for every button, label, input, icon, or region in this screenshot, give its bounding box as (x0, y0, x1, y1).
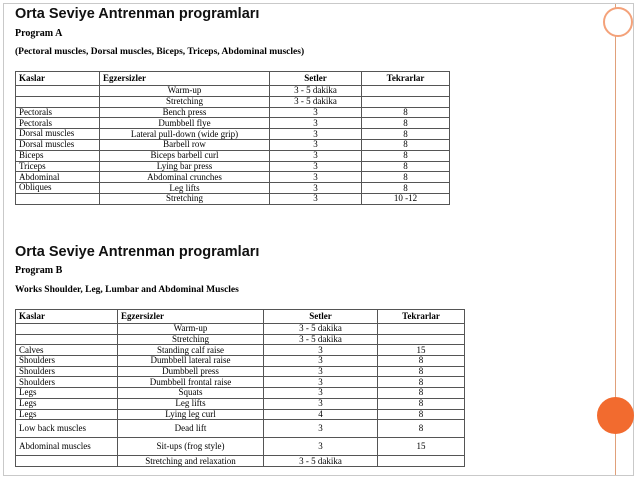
cell-sets: 3 (270, 107, 362, 118)
cell-sets: 3 (270, 193, 362, 204)
cell-muscle (16, 456, 118, 467)
decorative-circle-outline (603, 7, 633, 37)
cell-reps: 8 (378, 366, 465, 377)
cell-exercise: Warm-up (118, 324, 264, 335)
cell-reps: 8 (378, 398, 465, 409)
cell-exercise: Dead lift (118, 420, 264, 438)
cell-reps: 8 (362, 139, 450, 150)
cell-muscle (16, 96, 100, 107)
table-row (16, 438, 465, 456)
cell-muscle: Pectorals (16, 107, 100, 118)
program-b-label: Program B (15, 265, 63, 276)
cell-sets: 3 - 5 dakika (270, 86, 362, 97)
table-row (16, 377, 465, 388)
cell-sets: 3 (264, 345, 378, 356)
table-header-row (16, 72, 450, 86)
cell-muscle: Biceps (16, 150, 100, 161)
table-row (16, 150, 450, 161)
table-row (16, 366, 465, 377)
cell-exercise: Dumbbell frontal raise (118, 377, 264, 388)
section-b-title: Orta Seviye Antrenman programları (15, 244, 260, 260)
cell-reps: 15 (378, 438, 465, 456)
cell-sets: 3 (264, 366, 378, 377)
table-row (16, 456, 465, 467)
header-sets: Setler (264, 310, 378, 324)
decorative-circle-filled (597, 397, 634, 434)
cell-exercise: Dumbbell flye (100, 118, 270, 129)
cell-sets: 3 (270, 161, 362, 172)
table-row (16, 161, 450, 172)
cell-muscle: Pectorals (16, 118, 100, 129)
cell-exercise: Lying bar press (100, 161, 270, 172)
cell-reps: 8 (362, 183, 450, 194)
cell-exercise: Stretching (100, 96, 270, 107)
cell-reps (378, 324, 465, 335)
cell-muscle: Dorsal muscles (16, 129, 100, 140)
cell-reps (362, 86, 450, 97)
section-a-title: Orta Seviye Antrenman programları (15, 6, 260, 22)
cell-reps: 8 (362, 150, 450, 161)
table-row (16, 96, 450, 107)
cell-exercise: Biceps barbell curl (100, 150, 270, 161)
table-row (16, 86, 450, 97)
cell-muscle: Shoulders (16, 366, 118, 377)
cell-muscle: Legs (16, 398, 118, 409)
cell-sets: 3 (270, 139, 362, 150)
header-muscles: Kaslar (16, 72, 100, 86)
program-a-label: Program A (15, 28, 63, 39)
cell-exercise: Standing calf raise (118, 345, 264, 356)
cell-muscle (16, 324, 118, 335)
cell-sets: 3 - 5 dakika (264, 324, 378, 335)
table-row (16, 334, 465, 345)
table-row (16, 118, 450, 129)
program-b-table (15, 309, 465, 467)
cell-muscle (16, 334, 118, 345)
cell-sets: 3 (264, 420, 378, 438)
cell-sets: 3 (270, 183, 362, 194)
cell-reps (378, 334, 465, 345)
cell-muscle: Shoulders (16, 356, 118, 367)
cell-muscle: Triceps (16, 161, 100, 172)
cell-sets: 3 (270, 129, 362, 140)
cell-exercise: Leg lifts (118, 398, 264, 409)
table-row (16, 129, 450, 140)
cell-reps: 8 (362, 107, 450, 118)
cell-reps: 8 (362, 129, 450, 140)
program-a-subtitle: (Pectoral muscles, Dorsal muscles, Biceps, Triceps, Abdominal muscles) (15, 47, 305, 57)
cell-muscle: Legs (16, 388, 118, 399)
cell-exercise: Bench press (100, 107, 270, 118)
cell-reps: 8 (378, 420, 465, 438)
cell-sets: 3 - 5 dakika (270, 96, 362, 107)
cell-sets: 3 (270, 172, 362, 183)
table-row (16, 139, 450, 150)
cell-exercise: Lateral pull-down (wide grip) (100, 129, 270, 140)
cell-exercise: Warm-up (100, 86, 270, 97)
cell-reps: 10 -12 (362, 193, 450, 204)
cell-reps: 15 (378, 345, 465, 356)
table-row (16, 193, 450, 204)
header-reps: Tekrarlar (378, 310, 465, 324)
cell-sets: 3 (264, 377, 378, 388)
cell-reps: 8 (378, 409, 465, 420)
cell-exercise: Stretching and relaxation (118, 456, 264, 467)
header-sets: Setler (270, 72, 362, 86)
cell-muscle: Dorsal muscles (16, 139, 100, 150)
cell-sets: 3 (270, 118, 362, 129)
cell-muscle: Low back muscles (16, 420, 118, 438)
cell-reps: 8 (362, 118, 450, 129)
header-exercises: Egzersizler (118, 310, 264, 324)
cell-sets: 3 - 5 dakika (264, 456, 378, 467)
cell-sets: 3 (264, 398, 378, 409)
cell-muscle (16, 193, 100, 204)
cell-exercise: Dumbbell lateral raise (118, 356, 264, 367)
table-header-row (16, 310, 465, 324)
table-row (16, 345, 465, 356)
cell-exercise: Sit-ups (frog style) (118, 438, 264, 456)
cell-muscle: Abdominal (16, 172, 100, 183)
cell-reps (378, 456, 465, 467)
cell-sets: 3 (264, 438, 378, 456)
cell-reps: 8 (378, 356, 465, 367)
cell-exercise: Abdominal crunches (100, 172, 270, 183)
table-row (16, 107, 450, 118)
cell-reps: 8 (378, 377, 465, 388)
cell-reps: 8 (362, 172, 450, 183)
cell-reps: 8 (362, 161, 450, 172)
program-a-table (15, 71, 450, 205)
cell-muscle: Abdominal muscles (16, 438, 118, 456)
cell-reps: 8 (378, 388, 465, 399)
cell-exercise: Lying leg curl (118, 409, 264, 420)
cell-sets: 3 (264, 356, 378, 367)
cell-exercise: Squats (118, 388, 264, 399)
table-row (16, 183, 450, 194)
header-exercises: Egzersizler (100, 72, 270, 86)
header-muscles: Kaslar (16, 310, 118, 324)
header-reps: Tekrarlar (362, 72, 450, 86)
table-row (16, 398, 465, 409)
table-row (16, 356, 465, 367)
program-b-subtitle: Works Shoulder, Leg, Lumbar and Abdominal Muscles (15, 285, 239, 295)
cell-reps (362, 96, 450, 107)
cell-exercise: Dumbbell press (118, 366, 264, 377)
cell-exercise: Leg lifts (100, 183, 270, 194)
cell-sets: 4 (264, 409, 378, 420)
cell-exercise: Stretching (100, 193, 270, 204)
cell-sets: 3 - 5 dakika (264, 334, 378, 345)
cell-muscle: Shoulders (16, 377, 118, 388)
cell-muscle: Obliques (16, 183, 100, 194)
cell-sets: 3 (264, 388, 378, 399)
cell-exercise: Barbell row (100, 139, 270, 150)
table-row (16, 409, 465, 420)
table-row (16, 420, 465, 438)
cell-sets: 3 (270, 150, 362, 161)
cell-muscle: Calves (16, 345, 118, 356)
table-row (16, 324, 465, 335)
table-row (16, 172, 450, 183)
cell-muscle: Legs (16, 409, 118, 420)
cell-exercise: Stretching (118, 334, 264, 345)
table-row (16, 388, 465, 399)
cell-muscle (16, 86, 100, 97)
